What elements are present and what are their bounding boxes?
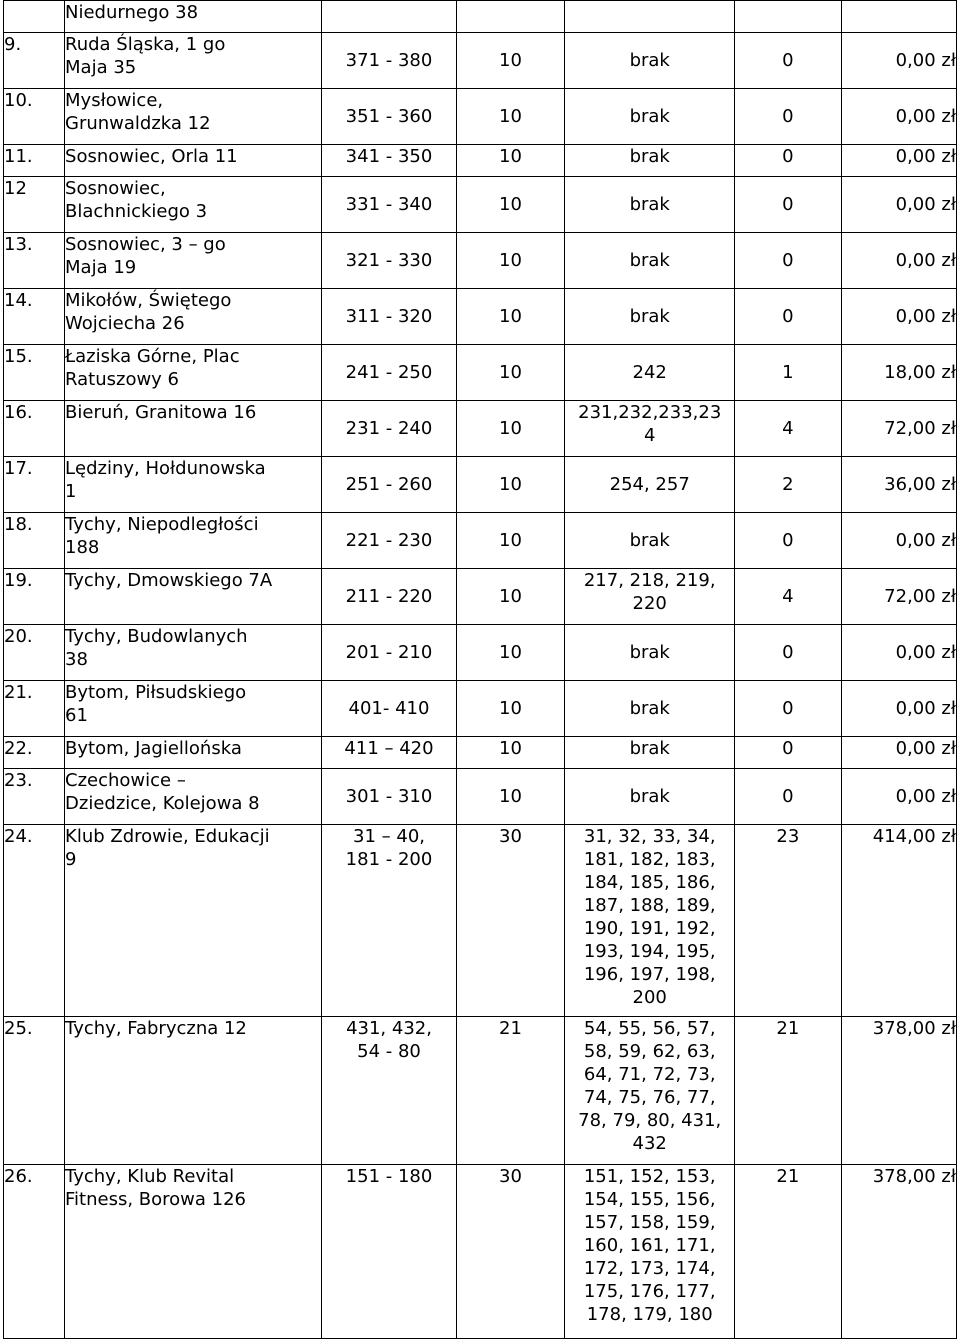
number-range-cell: [322, 1165, 456, 1339]
taken-numbers-cell: [565, 177, 735, 233]
taken-count: 0: [782, 306, 794, 327]
table-row: [4, 569, 957, 625]
table-row: [4, 1017, 957, 1165]
amount-cell: [841, 1, 956, 33]
taken-count: 1: [782, 362, 794, 383]
count-total: 10: [499, 306, 522, 327]
number-range: 311 - 320: [345, 306, 433, 327]
amount-cell: [841, 233, 956, 289]
location-address-cell: [65, 1165, 322, 1339]
row-number: 24.: [4, 826, 33, 847]
number-range: 31 – 40, 181 - 200: [345, 826, 433, 870]
location-address: Bytom, Jagiellońska: [65, 738, 242, 759]
count-total-cell: [456, 737, 565, 769]
amount: 72,00 zł: [884, 418, 956, 439]
taken-numbers: 254, 257: [609, 474, 690, 495]
amount-cell: [841, 89, 956, 145]
amount: 0,00 zł: [895, 250, 956, 271]
number-range: 241 - 250: [345, 362, 433, 383]
table-row: [4, 289, 957, 345]
amount: 0,00 zł: [895, 146, 956, 167]
count-total-cell: [456, 825, 565, 1017]
count-total: 10: [499, 786, 522, 807]
taken-numbers: brak: [629, 738, 670, 759]
table-row: [4, 33, 957, 89]
amount-cell: [841, 825, 956, 1017]
taken-count-cell: [735, 769, 842, 825]
row-number: 22.: [4, 738, 33, 759]
taken-count-cell: [735, 1, 842, 33]
table-row: [4, 513, 957, 569]
row-number-cell: [4, 825, 65, 1017]
count-total: 10: [499, 698, 522, 719]
amount: 414,00 zł: [872, 826, 956, 847]
taken-count: 21: [776, 1166, 800, 1187]
taken-count: 0: [782, 786, 794, 807]
number-range-cell: [322, 89, 456, 145]
taken-numbers-cell: [565, 345, 735, 401]
row-number: 19.: [4, 570, 33, 591]
taken-numbers: 31, 32, 33, 34, 181, 182, 183, 184, 185, 186, 187, 188, 189, 190, 191, 192, 193, 194, 195, 196, 197, 198, 200: [583, 826, 716, 1008]
row-number-cell: [4, 681, 65, 737]
row-number: 20.: [4, 626, 33, 647]
number-range: 151 - 180: [345, 1166, 433, 1187]
taken-numbers: 231,232,233,23 4: [578, 402, 722, 446]
location-address: Tychy, Dmowskiego 7A: [65, 570, 273, 591]
location-address: Niedurnego 38: [65, 2, 199, 23]
amount-cell: [841, 737, 956, 769]
number-range-cell: [322, 289, 456, 345]
taken-count: 21: [776, 1018, 800, 1039]
taken-numbers: brak: [629, 146, 670, 167]
count-total-cell: [456, 513, 565, 569]
table-row: [4, 625, 957, 681]
taken-numbers-cell: [565, 513, 735, 569]
row-number: 21.: [4, 682, 33, 703]
pool-table-body: [4, 1, 957, 1339]
taken-numbers-cell: [565, 1017, 735, 1165]
location-address: Sosnowiec, Blachnickiego 3: [65, 178, 208, 222]
number-range-cell: [322, 345, 456, 401]
location-address: Bieruń, Granitowa 16: [65, 402, 257, 423]
location-address-cell: [65, 89, 322, 145]
amount: 18,00 zł: [884, 362, 956, 383]
taken-count: 0: [782, 250, 794, 271]
row-number: 17.: [4, 458, 33, 479]
taken-count-cell: [735, 1165, 842, 1339]
row-number-cell: [4, 1, 65, 33]
taken-numbers-cell: [565, 1165, 735, 1339]
row-number: 11.: [4, 146, 33, 167]
row-number-cell: [4, 513, 65, 569]
number-range: 351 - 360: [345, 106, 433, 127]
location-address: Tychy, Fabryczna 12: [65, 1018, 247, 1039]
amount: 36,00 zł: [884, 474, 956, 495]
number-range-cell: [322, 1017, 456, 1165]
taken-numbers: 217, 218, 219, 220: [583, 570, 716, 614]
taken-count-cell: [735, 289, 842, 345]
taken-count: 4: [782, 586, 794, 607]
taken-count-cell: [735, 569, 842, 625]
count-total-cell: [456, 569, 565, 625]
amount-cell: [841, 1017, 956, 1165]
table-row: [4, 177, 957, 233]
table-row: [4, 233, 957, 289]
taken-numbers-cell: [565, 145, 735, 177]
amount: 0,00 zł: [895, 50, 956, 71]
number-range: 221 - 230: [345, 530, 433, 551]
count-total: 10: [499, 250, 522, 271]
amount-cell: [841, 625, 956, 681]
taken-numbers-cell: [565, 289, 735, 345]
taken-numbers-cell: [565, 457, 735, 513]
row-number-cell: [4, 737, 65, 769]
count-total-cell: [456, 1, 565, 33]
amount: 0,00 zł: [895, 642, 956, 663]
number-range-cell: [322, 401, 456, 457]
table-row: [4, 89, 957, 145]
count-total-cell: [456, 145, 565, 177]
location-address-cell: [65, 1, 322, 33]
number-range-cell: [322, 233, 456, 289]
row-number-cell: [4, 769, 65, 825]
amount: 0,00 zł: [895, 738, 956, 759]
row-number: 9.: [4, 34, 22, 55]
row-number-cell: [4, 625, 65, 681]
table-row: [4, 681, 957, 737]
row-number-cell: [4, 1017, 65, 1165]
taken-count-cell: [735, 681, 842, 737]
row-number: 18.: [4, 514, 33, 535]
row-number: 10.: [4, 90, 33, 111]
number-range-cell: [322, 513, 456, 569]
table-row: [4, 401, 957, 457]
amount-cell: [841, 1165, 956, 1339]
amount-cell: [841, 569, 956, 625]
location-address: Tychy, Niepodległości 188: [65, 514, 259, 558]
row-number: 15.: [4, 346, 33, 367]
taken-numbers: brak: [629, 786, 670, 807]
location-address: Mysłowice, Grunwaldzka 12: [65, 90, 211, 134]
number-range: 411 – 420: [344, 738, 434, 759]
table-row: [4, 769, 957, 825]
number-range: 321 - 330: [345, 250, 433, 271]
row-number-cell: [4, 33, 65, 89]
location-address-cell: [65, 177, 322, 233]
number-range-cell: [322, 737, 456, 769]
number-range-cell: [322, 625, 456, 681]
location-address-cell: [65, 289, 322, 345]
amount-cell: [841, 289, 956, 345]
taken-numbers: 151, 152, 153, 154, 155, 156, 157, 158, 159, 160, 161, 171, 172, 173, 174, 175, 176, 177, 178, 179, 180: [583, 1166, 716, 1325]
taken-numbers: brak: [629, 194, 670, 215]
taken-count: 4: [782, 418, 794, 439]
number-range: 211 - 220: [345, 586, 433, 607]
taken-numbers: brak: [629, 698, 670, 719]
taken-count-cell: [735, 625, 842, 681]
amount-cell: [841, 769, 956, 825]
table-row: [4, 1165, 957, 1339]
location-address: Ruda Śląska, 1 go Maja 35: [65, 34, 226, 78]
location-address: Klub Zdrowie, Edukacji 9: [65, 826, 270, 870]
count-total: 10: [499, 530, 522, 551]
count-total: 10: [499, 362, 522, 383]
location-address-cell: [65, 737, 322, 769]
count-total-cell: [456, 1017, 565, 1165]
location-address: Sosnowiec, 3 – go Maja 19: [65, 234, 226, 278]
row-number: 12: [4, 178, 27, 199]
row-number: 13.: [4, 234, 33, 255]
taken-numbers-cell: [565, 737, 735, 769]
taken-count: 0: [782, 642, 794, 663]
location-address: Czechowice – Dziedzice, Kolejowa 8: [65, 770, 260, 814]
taken-count: 0: [782, 194, 794, 215]
taken-count: 23: [776, 826, 800, 847]
count-total: 10: [499, 194, 522, 215]
count-total: 10: [499, 146, 522, 167]
taken-count-cell: [735, 145, 842, 177]
taken-count: 0: [782, 50, 794, 71]
amount-cell: [841, 33, 956, 89]
taken-numbers: 54, 55, 56, 57, 58, 59, 62, 63, 64, 71, 72, 73, 74, 75, 76, 77, 78, 79, 80, 431, 432: [578, 1018, 722, 1154]
location-address-cell: [65, 457, 322, 513]
amount: 0,00 zł: [895, 786, 956, 807]
count-total: 30: [499, 826, 522, 847]
number-range-cell: [322, 681, 456, 737]
location-address-cell: [65, 769, 322, 825]
taken-count-cell: [735, 401, 842, 457]
number-range: 341 - 350: [345, 146, 433, 167]
count-total: 10: [499, 474, 522, 495]
count-total-cell: [456, 177, 565, 233]
table-row: [4, 345, 957, 401]
amount-cell: [841, 401, 956, 457]
location-address-cell: [65, 825, 322, 1017]
taken-numbers-cell: [565, 33, 735, 89]
location-address: Tychy, Klub Revital Fitness, Borowa 126: [65, 1166, 247, 1210]
taken-numbers: 242: [632, 362, 667, 383]
row-number-cell: [4, 145, 65, 177]
row-number-cell: [4, 345, 65, 401]
location-address-cell: [65, 681, 322, 737]
taken-numbers-cell: [565, 401, 735, 457]
row-number-cell: [4, 1165, 65, 1339]
number-range-cell: [322, 177, 456, 233]
taken-count-cell: [735, 737, 842, 769]
number-range: 231 - 240: [345, 418, 433, 439]
location-address: Łaziska Górne, Plac Ratuszowy 6: [65, 346, 240, 390]
taken-numbers-cell: [565, 89, 735, 145]
taken-count: 0: [782, 698, 794, 719]
number-range: 201 - 210: [345, 642, 433, 663]
row-number-cell: [4, 569, 65, 625]
count-total: 30: [499, 1166, 522, 1187]
location-address-cell: [65, 569, 322, 625]
number-range-cell: [322, 825, 456, 1017]
table-row: [4, 825, 957, 1017]
taken-count: 0: [782, 146, 794, 167]
row-number: 25.: [4, 1018, 33, 1039]
count-total: 10: [499, 50, 522, 71]
row-number-cell: [4, 233, 65, 289]
taken-numbers: brak: [629, 642, 670, 663]
amount: 378,00 zł: [872, 1018, 956, 1039]
location-address-cell: [65, 401, 322, 457]
taken-count: 2: [782, 474, 794, 495]
taken-count: 0: [782, 738, 794, 759]
count-total-cell: [456, 625, 565, 681]
table-row: [4, 737, 957, 769]
location-address-cell: [65, 233, 322, 289]
taken-count-cell: [735, 1017, 842, 1165]
row-number: 16.: [4, 402, 33, 423]
location-address-cell: [65, 345, 322, 401]
taken-numbers: brak: [629, 530, 670, 551]
number-range-cell: [322, 569, 456, 625]
amount-cell: [841, 513, 956, 569]
taken-numbers: brak: [629, 50, 670, 71]
taken-numbers-cell: [565, 825, 735, 1017]
taken-count-cell: [735, 513, 842, 569]
row-number-cell: [4, 401, 65, 457]
row-number: 26.: [4, 1166, 33, 1187]
count-total-cell: [456, 233, 565, 289]
taken-numbers-cell: [565, 1, 735, 33]
count-total: 10: [499, 418, 522, 439]
amount: 0,00 zł: [895, 306, 956, 327]
number-range: 371 - 380: [345, 50, 433, 71]
number-range-cell: [322, 769, 456, 825]
row-number-cell: [4, 89, 65, 145]
count-total-cell: [456, 345, 565, 401]
count-total-cell: [456, 33, 565, 89]
count-total-cell: [456, 89, 565, 145]
taken-count-cell: [735, 177, 842, 233]
row-number: 23.: [4, 770, 33, 791]
number-range-cell: [322, 33, 456, 89]
count-total-cell: [456, 1165, 565, 1339]
location-address: Lędziny, Hołdunowska 1: [65, 458, 266, 502]
amount: 0,00 zł: [895, 698, 956, 719]
pool-table: [3, 0, 957, 1339]
number-range-cell: [322, 145, 456, 177]
count-total: 10: [499, 642, 522, 663]
amount: 0,00 zł: [895, 106, 956, 127]
taken-numbers-cell: [565, 769, 735, 825]
number-range-cell: [322, 457, 456, 513]
taken-numbers-cell: [565, 625, 735, 681]
table-row: [4, 145, 957, 177]
number-range: 301 - 310: [345, 786, 433, 807]
row-number-cell: [4, 289, 65, 345]
number-range: 331 - 340: [345, 194, 433, 215]
count-total: 10: [499, 586, 522, 607]
location-address-cell: [65, 1017, 322, 1165]
count-total: 10: [499, 738, 522, 759]
count-total-cell: [456, 769, 565, 825]
amount: 72,00 zł: [884, 586, 956, 607]
amount-cell: [841, 177, 956, 233]
count-total: 10: [499, 106, 522, 127]
taken-count-cell: [735, 457, 842, 513]
taken-count-cell: [735, 345, 842, 401]
count-total: 21: [499, 1018, 522, 1039]
taken-numbers-cell: [565, 681, 735, 737]
amount-cell: [841, 457, 956, 513]
taken-numbers-cell: [565, 233, 735, 289]
amount: 0,00 zł: [895, 530, 956, 551]
table-row: [4, 1, 957, 33]
count-total-cell: [456, 401, 565, 457]
location-address-cell: [65, 33, 322, 89]
taken-numbers-cell: [565, 569, 735, 625]
row-number: 14.: [4, 290, 33, 311]
amount-cell: [841, 681, 956, 737]
taken-count-cell: [735, 233, 842, 289]
table-row: [4, 457, 957, 513]
amount: 378,00 zł: [872, 1166, 956, 1187]
location-address: Tychy, Budowlanych 38: [65, 626, 248, 670]
taken-count-cell: [735, 33, 842, 89]
location-address-cell: [65, 145, 322, 177]
number-range: 251 - 260: [345, 474, 433, 495]
taken-numbers: brak: [629, 250, 670, 271]
taken-count-cell: [735, 825, 842, 1017]
amount: 0,00 zł: [895, 194, 956, 215]
location-address: Sosnowiec, Orla 11: [65, 146, 238, 167]
row-number-cell: [4, 177, 65, 233]
taken-count: 0: [782, 530, 794, 551]
location-address: Bytom, Piłsudskiego 61: [65, 682, 247, 726]
location-address-cell: [65, 625, 322, 681]
row-number-cell: [4, 457, 65, 513]
taken-count: 0: [782, 106, 794, 127]
location-address: Mikołów, Świętego Wojciecha 26: [65, 290, 232, 334]
taken-count-cell: [735, 89, 842, 145]
taken-numbers: brak: [629, 306, 670, 327]
amount-cell: [841, 145, 956, 177]
count-total-cell: [456, 681, 565, 737]
count-total-cell: [456, 457, 565, 513]
number-range-cell: [322, 1, 456, 33]
number-range: 401- 410: [348, 698, 430, 719]
count-total-cell: [456, 289, 565, 345]
location-address-cell: [65, 513, 322, 569]
number-range: 431, 432, 54 - 80: [346, 1018, 432, 1062]
taken-numbers: brak: [629, 106, 670, 127]
amount-cell: [841, 345, 956, 401]
